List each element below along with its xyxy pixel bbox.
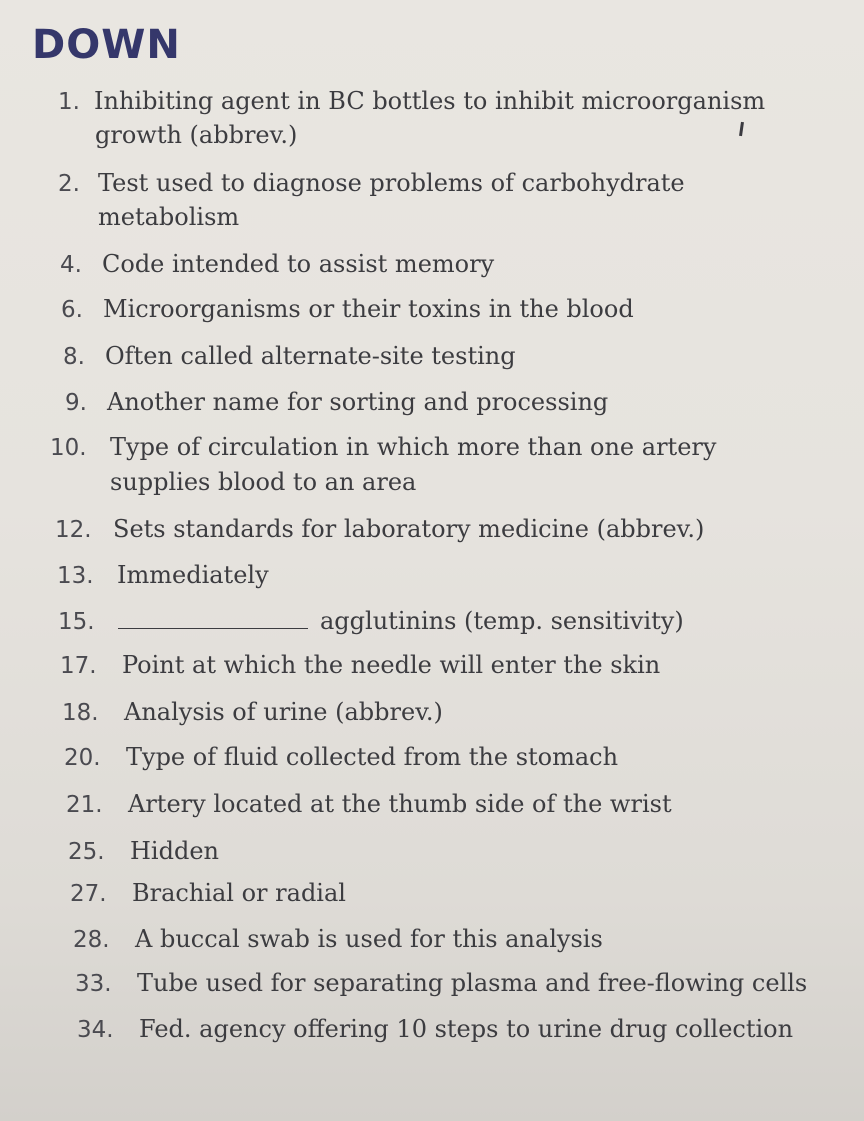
clue-text: Fed. agency offering 10 steps to urine drug collection — [139, 1015, 794, 1043]
clue-number: 25. — [68, 839, 105, 865]
clue-21 — [66, 787, 672, 822]
clue-text: Tube used for separating plasma and free-flowing cells — [137, 969, 808, 997]
clue-text: Point at which the needle will enter the skin — [122, 651, 661, 679]
clue-28 — [73, 922, 603, 957]
clue-1 — [58, 84, 765, 119]
clue-text: A buccal swab is used for this analysis — [135, 925, 603, 953]
clue-4 — [60, 247, 494, 282]
clue-25 — [68, 834, 219, 869]
clue-number: 12. — [55, 517, 92, 543]
clue-number: 15. — [58, 609, 95, 635]
clue-text-line2: metabolism — [98, 203, 240, 231]
clue-text-line2: supplies blood to an area — [110, 468, 417, 496]
clue-text: Analysis of urine (abbrev.) — [124, 698, 443, 726]
section-heading: DOWN — [32, 22, 181, 68]
clue-text: Code intended to assist memory — [102, 250, 495, 278]
clue-6 — [61, 292, 634, 327]
clue-2-continuation — [98, 200, 239, 234]
clue-text: Type of circulation in which more than one artery — [110, 433, 717, 461]
clue-text: Sets standards for laboratory medicine (abbrev.) — [113, 515, 705, 543]
clue-17 — [60, 648, 660, 683]
clue-number: 1. — [58, 89, 80, 115]
clue-number: 21. — [66, 792, 103, 818]
clue-number: 27. — [70, 881, 107, 907]
clue-2 — [58, 166, 685, 201]
clue-34 — [77, 1012, 793, 1047]
answer-blank[interactable] — [118, 608, 308, 629]
clue-number: 20. — [64, 745, 101, 771]
clue-text-line2: growth (abbrev.) — [95, 121, 298, 149]
clue-text: Often called alternate-site testing — [105, 342, 516, 370]
clue-text: agglutinins (temp. sensitivity) — [320, 607, 684, 635]
clue-12 — [55, 512, 704, 547]
clue-number: 17. — [60, 653, 97, 679]
clue-number: 10. — [50, 435, 87, 461]
clue-15 — [58, 604, 684, 639]
clue-20 — [64, 740, 618, 775]
clue-number: 28. — [73, 927, 110, 953]
clue-text: Hidden — [130, 837, 219, 865]
clue-number: 9. — [65, 390, 87, 416]
clue-33 — [75, 966, 807, 1001]
clue-10 — [50, 430, 716, 465]
clue-text: Microorganisms or their toxins in the blood — [103, 295, 634, 323]
clue-number: 34. — [77, 1017, 114, 1043]
clue-1-continuation — [95, 118, 297, 152]
pen-mark — [739, 122, 744, 136]
clue-number: 13. — [57, 563, 94, 589]
clue-text: Artery located at the thumb side of the wrist — [128, 790, 672, 818]
clue-text: Brachial or radial — [132, 879, 346, 907]
clue-number: 8. — [63, 344, 85, 370]
clue-number: 2. — [58, 171, 80, 197]
clue-text: Test used to diagnose problems of carbohydrate — [98, 169, 685, 197]
clue-number: 6. — [61, 297, 83, 323]
clue-text: Type of fluid collected from the stomach — [126, 743, 619, 771]
clue-text: Immediately — [117, 561, 269, 589]
clue-13 — [57, 558, 269, 593]
clue-27 — [70, 876, 346, 911]
clue-text: Inhibiting agent in BC bottles to inhibit microorganism — [94, 87, 766, 115]
clue-8 — [63, 339, 516, 374]
clue-number: 4. — [60, 252, 82, 278]
clue-number: 18. — [62, 700, 99, 726]
clue-number: 33. — [75, 971, 112, 997]
clue-10-continuation — [110, 465, 416, 499]
clue-9 — [65, 385, 608, 420]
clue-text: Another name for sorting and processing — [107, 388, 609, 416]
clue-18 — [62, 695, 443, 730]
